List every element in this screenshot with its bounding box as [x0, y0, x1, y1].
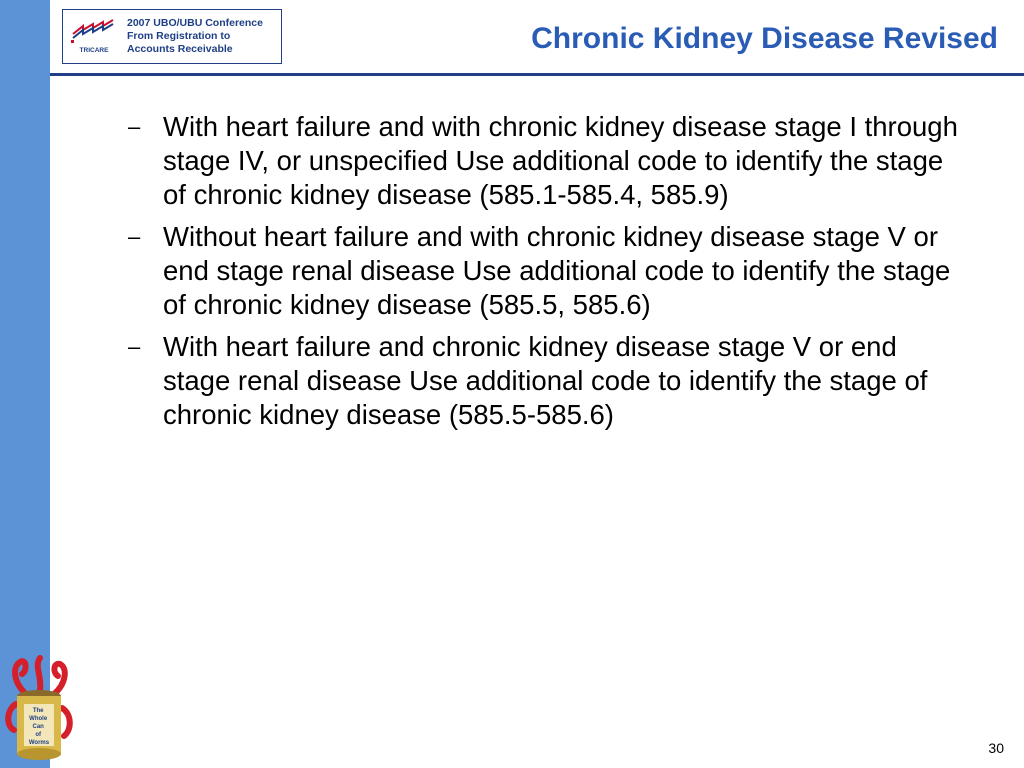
mascot-label-1: The	[32, 708, 44, 714]
mascot-label-5: Worms	[28, 740, 50, 746]
slide-title: Chronic Kidney Disease Revised	[531, 22, 998, 55]
bullet-text: With heart failure and with chronic kidney disease stage I through stage IV, or unspecified Use additional code to identify the stage of chronic kidney disease (585.1-585.4, 585.9)	[163, 111, 958, 210]
logo-caption	[127, 17, 263, 56]
bullet-item	[128, 220, 958, 322]
bullet-text: Without heart failure and with chronic kidney disease stage V or end stage renal disease Use additional code to identify the stage of chronic kidney disease (585.5, 585.6)	[163, 221, 951, 320]
bullet-item	[128, 110, 958, 212]
dash-marker: –	[128, 224, 141, 249]
logo-line-3: Accounts Receivable	[127, 43, 233, 55]
mascot-label-3: Can	[32, 724, 44, 730]
mascot-label-4: of	[35, 732, 41, 738]
logo-line-1: 2007 UBO/UBU Conference	[127, 17, 263, 29]
bullet-text: With heart failure and chronic kidney disease stage V or end stage renal disease Use additional code to identify the stage of chronic kidney disease (585.5-585.6)	[163, 331, 928, 430]
logo-line-2: From Registration to	[127, 30, 231, 42]
dash-marker: –	[128, 114, 141, 139]
conference-logo	[62, 9, 282, 64]
dash-marker: –	[128, 334, 141, 359]
bullet-item	[128, 330, 958, 432]
header-divider	[50, 73, 1024, 76]
tricare-wordmark: TRICARE	[79, 47, 109, 54]
bullet-list	[128, 110, 958, 440]
can-of-worms-mascot-icon	[4, 652, 74, 762]
mascot-label-2: Whole	[29, 716, 48, 722]
tricare-logo-icon	[69, 16, 119, 56]
page-number: 30	[988, 740, 1004, 756]
